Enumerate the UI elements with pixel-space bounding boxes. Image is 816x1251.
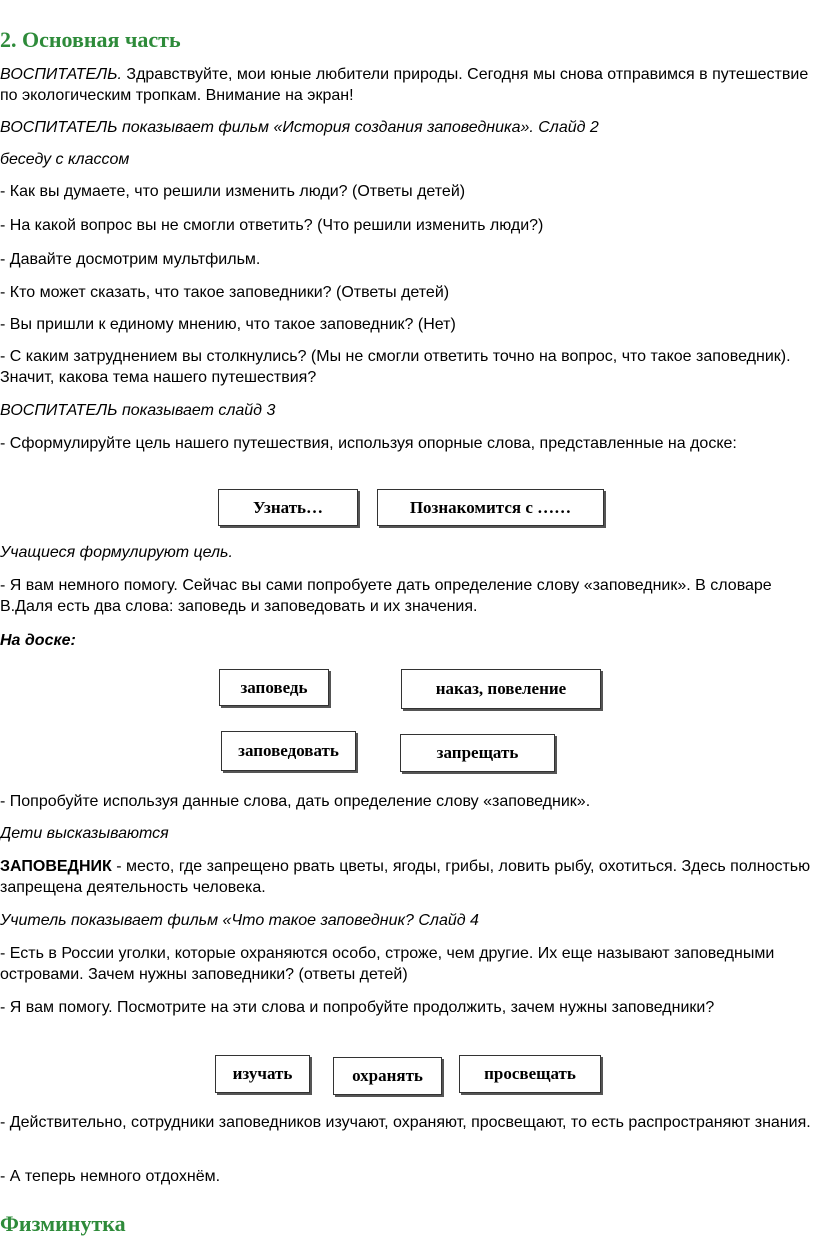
paragraph-russia-corners: - Есть в России уголки, которые охраняются особо, строже, чем другие. Их еще называют заповедными островами. Зачем нужны заповедники? (ответы детей) [0, 945, 775, 983]
paragraph-formulate-goal: - Сформулируйте цель нашего путешествия, используя опорные слова, представленные на доске: [0, 435, 737, 452]
paragraph-question-5: - С каким затруднением вы столкнулись? (Мы не смогли ответить точно на вопрос, что такое заповедник). Значит, какова тема нашего путешествия? [0, 348, 791, 386]
paragraph-slide3: ВОСПИТАТЕЛЬ показывает слайд 3 [0, 402, 276, 419]
paragraph-question-1: - Как вы думаете, что решили изменить люди? (Ответы детей) [0, 183, 466, 200]
paragraph-students-formulate: Учащиеся формулируют цель. [0, 544, 233, 561]
paragraph-children-speak: Дети высказываются [0, 825, 169, 842]
paragraph-rest: - А теперь немного отдохнём. [0, 1168, 221, 1185]
word-card-order: наказ, повеление [401, 669, 601, 709]
paragraph-class-talk: беседу с классом [0, 151, 130, 168]
word-card-commandment: заповедь [219, 669, 329, 706]
definition-text: - место, где запрещено рвать цветы, ягоды, грибы, ловить рыбу, охотиться. Здесь полностью запрещена деятельность человека. [0, 858, 811, 896]
definition-term: ЗАПОВЕДНИК [0, 858, 112, 875]
paragraph-try-definition: - Попробуйте используя данные слова, дать определение слову «заповедник». [0, 793, 591, 810]
greeting-text: Здравствуйте, мои юные любители природы. Сегодня мы снова отправимся в путешествие по экологическим тропкам. Внимание на экран! [0, 66, 809, 104]
paragraph-dal-dictionary: - Я вам немного помогу. Сейчас вы сами попробуете дать определение слову «заповедник». В словаре В.Даля есть два слова: заповедь и заповедовать и их значения. [0, 577, 772, 615]
paragraph-definition [0, 856, 812, 898]
speaker-label: ВОСПИТАТЕЛЬ. [0, 66, 122, 83]
paragraph-greeting [0, 64, 812, 106]
section-heading-physical: Физминутка [0, 1211, 126, 1236]
paragraph-question-3: - Кто может сказать, что такое заповедники? (Ответы детей) [0, 284, 450, 301]
paragraph-question-4: - Вы пришли к единому мнению, что такое заповедник? (Нет) [0, 316, 456, 333]
paragraph-staff-spread-knowledge: - Действительно, сотрудники заповедников изучают, охраняют, просвещают, то есть распространяют знания. [0, 1114, 811, 1131]
paragraph-cartoon: - Давайте досмотрим мультфильм. [0, 251, 261, 268]
goal-card-learn: Узнать… [218, 489, 358, 526]
why-card-study: изучать [215, 1055, 310, 1093]
word-card-to-command: заповедовать [221, 731, 356, 771]
paragraph-film-slide2: ВОСПИТАТЕЛЬ показывает фильм «История создания заповедника». Слайд 2 [0, 119, 599, 136]
paragraph-film-slide4: Учитель показывает фильм «Что такое заповедник? Слайд 4 [0, 912, 479, 929]
paragraph-help-continue: - Я вам помогу. Посмотрите на эти слова и попробуйте продолжить, зачем нужны заповедники? [0, 999, 715, 1016]
word-card-forbid: запрещать [400, 734, 555, 772]
why-card-educate: просвещать [459, 1055, 601, 1093]
paragraph-on-board: На доске: [0, 632, 76, 649]
why-card-protect: охранять [333, 1057, 442, 1095]
paragraph-question-2: - На какой вопрос вы не смогли ответить? (Что решили изменить люди?) [0, 217, 544, 234]
goal-card-get-acquainted: Познакомится с …… [377, 489, 604, 526]
section-heading-main: 2. Основная часть [0, 27, 181, 52]
